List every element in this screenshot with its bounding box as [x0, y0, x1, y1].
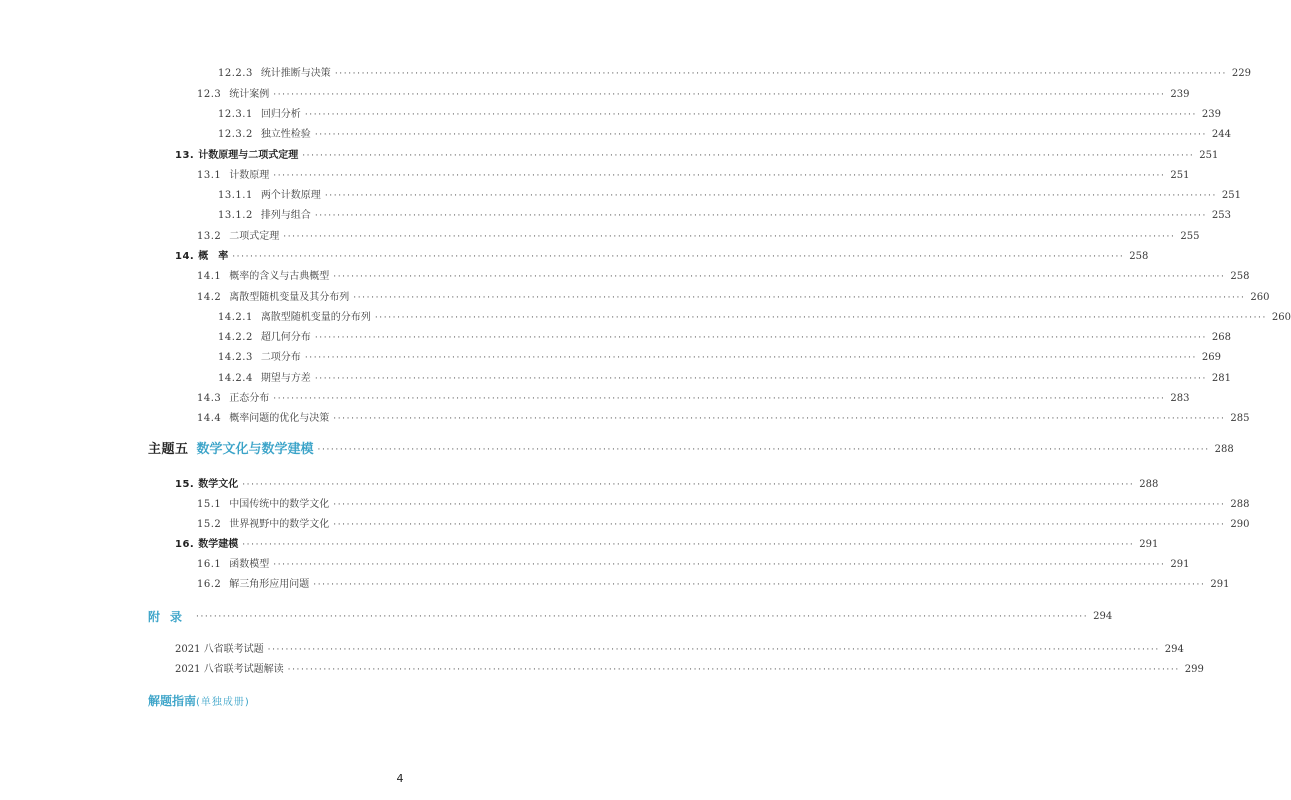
toc-entry-number: 12.3: [197, 89, 222, 100]
dot-leader: ········································································································································································································: [273, 394, 1166, 404]
dot-leader: ········································································································································································································: [313, 580, 1206, 590]
solution-guide-heading[interactable]: [148, 692, 250, 709]
dot-leader: ········································································································································································································: [196, 612, 1089, 622]
toc-entry-number: 14.1: [197, 271, 222, 282]
toc-entry-title: 超几何分布: [260, 332, 311, 343]
dot-leader: ········································································································································································································: [333, 500, 1226, 510]
dot-leader: ········································································································································································································: [314, 333, 1207, 343]
toc-entry-number: 13.2: [197, 231, 222, 242]
toc-entry[interactable]: [197, 269, 1250, 285]
dot-leader: ········································································································································································································: [242, 480, 1135, 490]
toc-entry-title: 回归分析: [260, 109, 301, 120]
toc-entry-page: 268: [1211, 332, 1231, 343]
dot-leader: ········································································································································································································: [374, 313, 1267, 323]
toc-entry-title: 统计案例: [229, 89, 270, 100]
dot-leader: ········································································································································································································: [314, 130, 1207, 140]
toc-entry-title: 独立性检验: [260, 129, 311, 140]
toc-entry-page: 288: [1214, 444, 1234, 455]
toc-entry-number: 15.1: [197, 499, 222, 510]
toc-entry-page: 255: [1180, 231, 1200, 242]
toc-entry-title: 2021 八省联考试题: [175, 644, 264, 655]
toc-entry-page: 229: [1231, 68, 1251, 79]
toc-entry-page: 291: [1170, 559, 1190, 570]
toc-chapter[interactable]: [175, 249, 1149, 265]
dot-leader: ········································································································································································································: [314, 374, 1207, 384]
dot-leader: ········································································································································································································: [273, 560, 1166, 570]
toc-entry-title: 二项式定理: [229, 231, 280, 242]
toc-entry-title: 概 率: [198, 251, 229, 262]
toc-theme[interactable]: [148, 440, 1234, 460]
toc-entry-page: 260: [1250, 292, 1270, 303]
toc-entry-number: 16.1: [197, 559, 222, 570]
dot-leader: ········································································································································································································: [317, 445, 1210, 455]
toc-entry-number: 14.4: [197, 413, 222, 424]
toc-entry-title: 函数模型: [229, 559, 270, 570]
toc-entry[interactable]: [197, 497, 1250, 513]
toc-entry-number: 13.: [175, 150, 195, 161]
toc-entry-page: 283: [1170, 393, 1190, 404]
toc-entry-page: 299: [1184, 664, 1204, 675]
toc-entry[interactable]: [218, 107, 1221, 123]
toc-entry-title: 计数原理: [229, 170, 270, 181]
toc-entry[interactable]: [175, 662, 1204, 678]
dot-leader: ········································································································································································································: [304, 353, 1197, 363]
dot-leader: ········································································································································································································: [333, 414, 1226, 424]
toc-entry-title: 正态分布: [229, 393, 270, 404]
toc-entry-number: 13.1.2: [218, 210, 253, 221]
toc-entry-page: 281: [1211, 373, 1231, 384]
toc-entry-page: 288: [1139, 479, 1159, 490]
dot-leader: ········································································································································································································: [314, 211, 1207, 221]
toc-entry-number: 12.3.2: [218, 129, 253, 140]
toc-appendix[interactable]: [148, 608, 1113, 626]
toc-entry-number: 15.: [175, 479, 195, 490]
dot-leader: ········································································································································································································: [232, 252, 1125, 262]
toc-entry[interactable]: [197, 391, 1190, 407]
toc-entry-number: 15.2: [197, 519, 222, 530]
solution-guide-subtitle: (单独成册): [196, 697, 250, 708]
toc-entry-number: 14.: [175, 251, 195, 262]
toc-theme-number: 主题五: [148, 442, 189, 457]
toc-entry[interactable]: [197, 229, 1200, 245]
toc-appendix-title: 附录: [148, 610, 193, 624]
toc-entry[interactable]: [218, 350, 1221, 366]
toc-entry[interactable]: [218, 330, 1231, 346]
toc-entry-number: 13.1: [197, 170, 222, 181]
dot-leader: ········································································································································································································: [302, 151, 1195, 161]
dot-leader: ········································································································································································································: [273, 171, 1166, 181]
toc-entry[interactable]: [197, 557, 1190, 573]
toc-entry-page: 239: [1170, 89, 1190, 100]
dot-leader: ········································································································································································································: [353, 293, 1246, 303]
toc-entry-title: 两个计数原理: [260, 190, 321, 201]
toc-entry-title: 期望与方差: [260, 373, 311, 384]
toc-entry-title: 数学建模: [198, 539, 239, 550]
toc-entry-page: 258: [1129, 251, 1149, 262]
toc-entry-page: 291: [1210, 579, 1230, 590]
toc-entry[interactable]: [197, 290, 1270, 306]
toc-entry[interactable]: [197, 517, 1250, 533]
toc-entry-number: 14.2.2: [218, 332, 253, 343]
toc-chapter[interactable]: [175, 148, 1219, 164]
toc-entry-number: 14.3: [197, 393, 222, 404]
toc-entry-number: 14.2.4: [218, 373, 253, 384]
toc-entry-number: 13.1.1: [218, 190, 253, 201]
toc-entry-title: 中国传统中的数学文化: [229, 499, 330, 510]
toc-entry-page: 290: [1230, 519, 1250, 530]
toc-entry[interactable]: [218, 310, 1291, 326]
dot-leader: ········································································································································································································: [324, 191, 1217, 201]
toc-entry[interactable]: [197, 411, 1250, 427]
toc-chapter[interactable]: [175, 477, 1159, 493]
dot-leader: ········································································································································································································: [273, 90, 1166, 100]
toc-entry-number: 16.: [175, 539, 195, 550]
toc-entry[interactable]: [218, 127, 1231, 143]
toc-entry-title: 离散型随机变量及其分布列: [229, 292, 350, 303]
dot-leader: ········································································································································································································: [333, 272, 1226, 282]
toc-entry-page: 251: [1199, 150, 1219, 161]
toc-entry[interactable]: [197, 168, 1190, 184]
toc-entry[interactable]: [197, 87, 1190, 103]
toc-theme-title: 数学文化与数学建模: [196, 442, 314, 457]
toc-entry-title: 计数原理与二项式定理: [198, 150, 299, 161]
toc-entry-title: 世界视野中的数学文化: [229, 519, 330, 530]
toc-chapter[interactable]: [175, 537, 1159, 553]
toc-entry-page: 253: [1211, 210, 1231, 221]
dot-leader: ········································································································································································································: [304, 110, 1197, 120]
toc-entry-title: 数学文化: [198, 479, 239, 490]
toc-entry-number: 12.2.3: [218, 68, 253, 79]
toc-entry-number: 12.3.1: [218, 109, 253, 120]
dot-leader: ········································································································································································································: [333, 520, 1226, 530]
toc-entry-page: 294: [1164, 644, 1184, 655]
dot-leader: ········································································································································································································: [242, 540, 1135, 550]
toc-entry-title: 概率问题的优化与决策: [229, 413, 330, 424]
toc-entry-title: 概率的含义与古典概型: [229, 271, 330, 282]
dot-leader: ········································································································································································································: [267, 645, 1160, 655]
toc-entry-title: 解三角形应用问题: [229, 579, 310, 590]
dot-leader: ········································································································································································································: [334, 69, 1227, 79]
toc-entry-page: 294: [1093, 611, 1113, 622]
toc-entry-page: 291: [1139, 539, 1159, 550]
toc-entry[interactable]: [175, 642, 1184, 658]
dot-leader: ········································································································································································································: [283, 232, 1176, 242]
toc-entry-page: 239: [1201, 109, 1221, 120]
toc-entry-title: 排列与组合: [260, 210, 311, 221]
toc-entry[interactable]: [218, 188, 1241, 204]
toc-entry-title: 二项分布: [260, 352, 301, 363]
toc-entry-page: 251: [1221, 190, 1241, 201]
toc-entry-number: 14.2.1: [218, 312, 253, 323]
toc-entry-page: 269: [1201, 352, 1221, 363]
toc-entry-page: 285: [1230, 413, 1250, 424]
solution-guide-title: 解题指南: [148, 694, 197, 708]
toc-entry-page: 258: [1230, 271, 1250, 282]
toc-entry-page: 288: [1230, 499, 1250, 510]
toc-entry-title: 2021 八省联考试题解读: [175, 664, 284, 675]
page-number: 4: [396, 772, 404, 785]
toc-entry-number: 14.2.3: [218, 352, 253, 363]
toc-entry-title: 统计推断与决策: [260, 68, 331, 79]
toc-entry-number: 16.2: [197, 579, 222, 590]
toc-entry-number: 14.2: [197, 292, 222, 303]
toc-entry[interactable]: [197, 577, 1230, 593]
toc-entry-page: 251: [1170, 170, 1190, 181]
toc-entry-title: 离散型随机变量的分布列: [260, 312, 371, 323]
toc-entry[interactable]: [218, 208, 1231, 224]
toc-entry-page: 244: [1211, 129, 1231, 140]
toc-entry-page: 260: [1271, 312, 1291, 323]
toc-entry[interactable]: [218, 371, 1231, 387]
toc-entry[interactable]: [218, 66, 1251, 82]
dot-leader: ········································································································································································································: [287, 665, 1180, 675]
